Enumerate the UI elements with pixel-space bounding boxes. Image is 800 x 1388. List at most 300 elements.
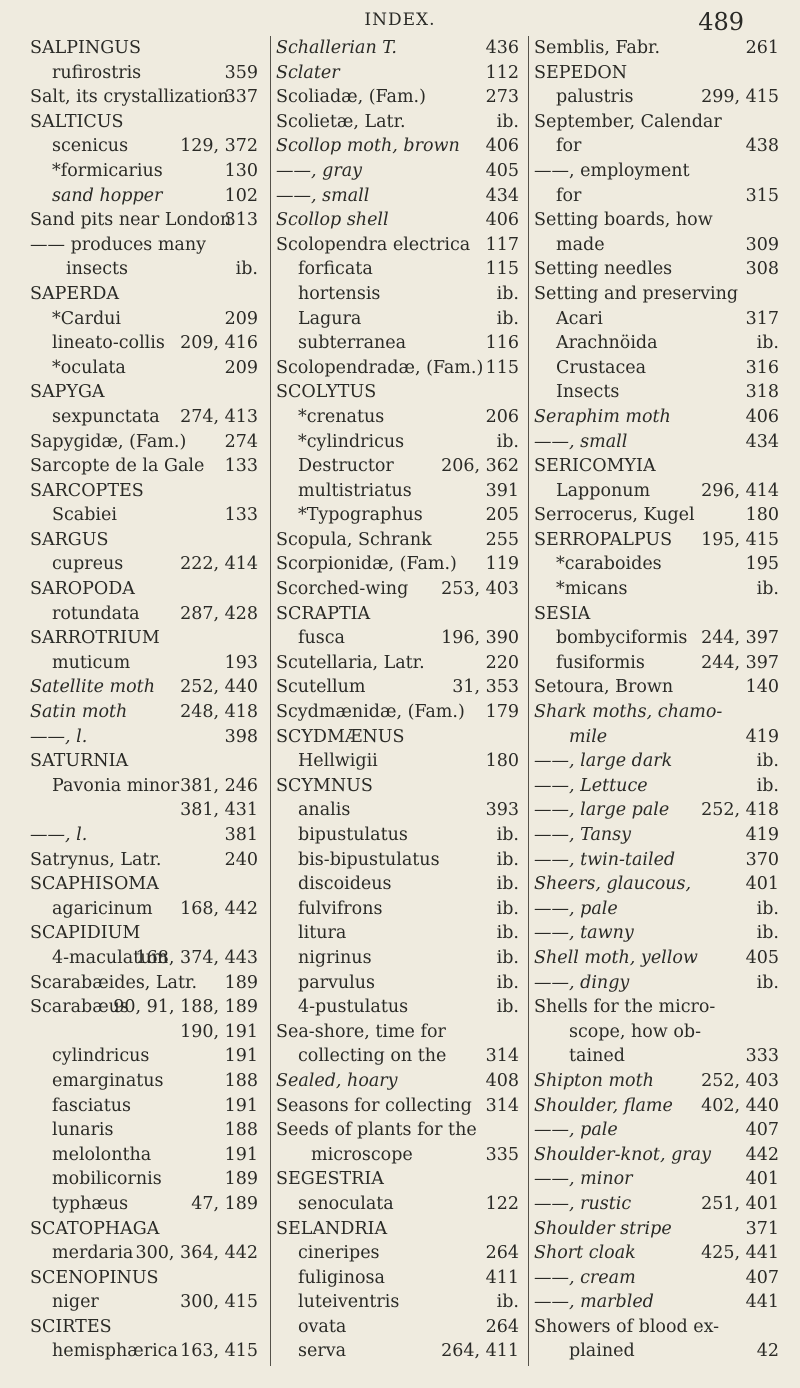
entry-pages: 115 <box>485 259 519 280</box>
entry-pages: 405 <box>745 947 779 968</box>
entry-term: Sealed, hoary <box>276 1070 398 1091</box>
entry-pages: 401 <box>745 1169 779 1190</box>
entry-term: Setting boards, how <box>534 210 713 231</box>
entry-pages: 255 <box>485 529 519 550</box>
entry-pages: 209 <box>224 308 258 329</box>
index-entry <box>271 282 521 307</box>
index-entry <box>529 405 781 430</box>
index-entry <box>271 872 521 897</box>
index-entry <box>529 1020 781 1045</box>
entry-term: bombyciformis <box>556 628 688 649</box>
entry-pages: 252, 440 <box>180 677 258 698</box>
entry-term: sand hopper <box>52 185 163 206</box>
index-entry <box>30 479 260 504</box>
index-entry <box>30 848 260 873</box>
entry-term: ——, twin-tailed <box>534 849 676 870</box>
index-entry <box>30 823 260 848</box>
index-entry <box>271 1044 521 1069</box>
entry-pages: 205 <box>485 505 519 526</box>
index-entry <box>30 405 260 430</box>
entry-term: ——, large dark <box>534 751 673 772</box>
entry-term: Shoulder-knot, gray <box>534 1144 711 1165</box>
index-entry <box>271 454 521 479</box>
entry-pages: 195, 415 <box>701 529 779 550</box>
index-entry <box>30 675 260 700</box>
entry-pages: 252, 403 <box>701 1070 779 1091</box>
entry-pages: 299, 415 <box>701 87 779 108</box>
entry-pages: 405 <box>485 160 519 181</box>
entry-pages: 441 <box>745 1292 779 1313</box>
entry-pages: 407 <box>745 1267 779 1288</box>
entry-term: rotundata <box>52 603 140 624</box>
entry-term: *formicarius <box>52 160 163 181</box>
entry-term: Scydmænidæ, (Fam.) <box>276 702 465 723</box>
entry-term: Insects <box>556 382 620 403</box>
entry-pages: 393 <box>485 800 519 821</box>
entry-term: SERICOMYIA <box>534 456 656 477</box>
index-entry <box>529 774 781 799</box>
index-entry <box>30 61 260 86</box>
index-entry <box>271 651 521 676</box>
entry-pages: 419 <box>745 726 779 747</box>
entry-term: SCYDMÆNUS <box>276 726 405 747</box>
entry-pages: ib. <box>496 308 519 329</box>
entry-pages: 193 <box>224 652 258 673</box>
index-entry <box>30 331 260 356</box>
entry-pages: 140 <box>745 677 779 698</box>
entry-pages: ib. <box>496 898 519 919</box>
index-entry <box>529 1241 781 1266</box>
index-entry <box>529 626 781 651</box>
entry-pages: ib. <box>496 431 519 452</box>
entry-pages: ib. <box>756 898 779 919</box>
entry-pages: 300, 415 <box>180 1292 258 1313</box>
index-entry <box>529 1143 781 1168</box>
entry-pages: 129, 372 <box>180 136 258 157</box>
index-entry <box>271 897 521 922</box>
entry-pages: 115 <box>485 357 519 378</box>
entry-pages: ib. <box>496 283 519 304</box>
entry-term: parvulus <box>298 972 376 993</box>
entry-term: subterranea <box>298 333 407 354</box>
index-entry <box>30 1217 260 1242</box>
index-entry <box>30 1192 260 1217</box>
entry-term: SCAPHISOMA <box>30 874 159 895</box>
entry-pages: 436 <box>485 38 519 58</box>
entry-term: *oculata <box>52 357 126 378</box>
index-entry <box>529 528 781 553</box>
entry-pages: 309 <box>745 234 779 255</box>
entry-term: ——, Tansy <box>534 825 632 845</box>
index-entry <box>271 725 521 750</box>
entry-term: SEGESTRIA <box>276 1169 384 1190</box>
index-entry <box>529 159 781 184</box>
entry-pages: ib. <box>496 111 519 132</box>
index-entry <box>529 1217 781 1242</box>
entry-pages: 337 <box>224 87 258 108</box>
index-entry <box>30 528 260 553</box>
entry-pages: 316 <box>745 357 779 378</box>
entry-term: —— produces many <box>30 234 207 255</box>
index-entry <box>529 1167 781 1192</box>
entry-term: Setting and preserving <box>534 283 739 304</box>
entry-term: Seeds of plants for the <box>276 1120 477 1141</box>
entry-pages: ib. <box>756 923 779 944</box>
entry-pages: 296, 414 <box>701 480 779 501</box>
entry-term: litura <box>298 923 347 944</box>
index-entry <box>529 602 781 627</box>
entry-term: ——, small <box>276 185 370 206</box>
index-columns <box>30 36 780 1366</box>
index-entry <box>30 1118 260 1143</box>
entry-term: ——, employment <box>534 160 690 181</box>
entry-term: Short cloak <box>534 1243 636 1264</box>
index-entry <box>30 1290 260 1315</box>
entry-pages: ib. <box>756 972 779 993</box>
entry-term: tained <box>569 1046 625 1067</box>
entry-term: Sclater <box>276 62 340 83</box>
entry-term: cupreus <box>52 554 124 575</box>
entry-pages: 163, 415 <box>180 1341 258 1362</box>
entry-pages: ib. <box>496 825 519 845</box>
entry-term: SARROTRIUM <box>30 628 160 649</box>
entry-pages: 191 <box>224 1144 258 1165</box>
entry-term: Scolietæ, Latr. <box>276 111 406 132</box>
entry-term: Showers of blood ex- <box>534 1316 720 1337</box>
index-entry <box>30 257 260 282</box>
entry-term: Shoulder stripe <box>534 1218 672 1239</box>
index-entry <box>271 134 521 159</box>
index-entry <box>271 552 521 577</box>
index-entry <box>271 1118 521 1143</box>
entry-term: Scoliadæ, (Fam.) <box>276 87 426 108</box>
index-entry <box>30 1167 260 1192</box>
index-entry <box>30 1069 260 1094</box>
entry-term: luteiventris <box>298 1292 400 1313</box>
entry-pages: 191 <box>224 1046 258 1067</box>
index-entry <box>30 749 260 774</box>
index-entry <box>30 651 260 676</box>
entry-pages: 251, 401 <box>701 1193 779 1214</box>
entry-pages: 402, 440 <box>701 1095 779 1116</box>
index-entry <box>271 331 521 356</box>
index-entry <box>529 872 781 897</box>
entry-term: Sand pits near London <box>30 210 232 231</box>
entry-term: Scarabæides, Latr. <box>30 972 198 993</box>
entry-pages: 130 <box>224 160 258 181</box>
index-entry <box>529 36 781 61</box>
entry-term: forficata <box>298 259 373 280</box>
entry-pages: ib. <box>756 775 779 796</box>
entry-term: niger <box>52 1292 99 1313</box>
index-entry <box>529 430 781 455</box>
entry-term: Setting needles <box>534 259 673 280</box>
entry-term: serva <box>298 1341 347 1362</box>
entry-term: SCAPIDIUM <box>30 923 141 944</box>
index-entry <box>529 479 781 504</box>
index-entry <box>529 1044 781 1069</box>
entry-term: lunaris <box>52 1120 114 1141</box>
entry-term: melolontha <box>52 1144 152 1165</box>
entry-pages: 206 <box>485 406 519 427</box>
index-column-2 <box>270 36 521 1366</box>
entry-term: *Typographus <box>298 505 423 526</box>
index-entry <box>271 110 521 135</box>
index-entry <box>529 61 781 86</box>
index-entry <box>271 626 521 651</box>
index-entry <box>30 1315 260 1340</box>
entry-term: insects <box>66 259 129 280</box>
entry-term: SARCOPTES <box>30 480 144 501</box>
entry-term: ——, l. <box>30 825 88 845</box>
index-entry <box>30 134 260 159</box>
entry-term: Shoulder, flame <box>534 1095 673 1116</box>
entry-pages: 180 <box>485 751 519 772</box>
entry-term: Crustacea <box>556 357 647 378</box>
entry-term: ——, marbled <box>534 1292 654 1313</box>
entry-term: ovata <box>298 1316 347 1337</box>
entry-term: Sapygidæ, (Fam.) <box>30 431 187 452</box>
index-entry <box>30 971 260 996</box>
index-entry <box>529 552 781 577</box>
entry-pages: 90, 91, 188, 189 <box>113 997 258 1018</box>
entry-pages: 188 <box>224 1120 258 1141</box>
entry-term: SCOLYTUS <box>276 382 377 403</box>
index-entry <box>529 110 781 135</box>
entry-term: *Cardui <box>52 308 122 329</box>
index-entry <box>271 749 521 774</box>
index-entry <box>30 233 260 258</box>
entry-term: SELANDRIA <box>276 1218 388 1239</box>
entry-term: 4-maculatum <box>52 947 169 968</box>
entry-term: Seraphim moth <box>534 406 671 427</box>
index-entry <box>271 257 521 282</box>
entry-term: SERROPALPUS <box>534 529 673 550</box>
entry-term: SCIRTES <box>30 1316 112 1337</box>
entry-pages: 189 <box>224 972 258 993</box>
index-entry <box>529 208 781 233</box>
index-entry <box>271 602 521 627</box>
index-entry <box>529 798 781 823</box>
entry-pages: ib. <box>756 751 779 772</box>
entry-pages: 220 <box>485 652 519 673</box>
index-entry <box>30 1241 260 1266</box>
index-entry <box>271 1315 521 1340</box>
index-entry <box>30 1339 260 1364</box>
index-entry <box>529 577 781 602</box>
index-entry <box>529 971 781 996</box>
entry-pages: 190, 191 <box>180 1021 258 1042</box>
index-entry <box>271 995 521 1020</box>
entry-term: Shells for the micro- <box>534 997 716 1018</box>
entry-pages: 117 <box>485 234 519 255</box>
entry-pages: 314 <box>485 1095 519 1116</box>
entry-pages: 359 <box>224 62 258 83</box>
entry-pages: 112 <box>485 62 519 83</box>
index-entry <box>529 454 781 479</box>
index-entry <box>271 798 521 823</box>
entry-pages: 333 <box>745 1046 779 1067</box>
index-entry <box>529 331 781 356</box>
entry-term: Scolopendradæ, (Fam.) <box>276 357 484 378</box>
index-entry <box>271 971 521 996</box>
index-entry <box>271 921 521 946</box>
entry-pages: 398 <box>224 726 258 747</box>
index-entry <box>30 208 260 233</box>
entry-pages: 381, 246 <box>180 775 258 796</box>
index-entry <box>271 1167 521 1192</box>
entry-pages: 318 <box>745 382 779 403</box>
entry-term: Seasons for collecting <box>276 1095 472 1116</box>
entry-term: fusiformis <box>556 652 645 673</box>
entry-pages: 300, 364, 442 <box>135 1243 258 1264</box>
entry-pages: 180 <box>745 505 779 526</box>
index-entry <box>529 848 781 873</box>
entry-pages: 391 <box>485 480 519 501</box>
index-entry <box>271 774 521 799</box>
entry-term: SATURNIA <box>30 751 129 772</box>
index-entry <box>271 848 521 873</box>
index-entry <box>271 36 521 61</box>
entry-pages: 119 <box>485 554 519 575</box>
entry-term: Scutellum <box>276 677 366 698</box>
entry-term: Salt, its crystallization <box>30 87 229 108</box>
entry-term: *cylindricus <box>298 431 405 452</box>
index-entry <box>529 233 781 258</box>
entry-term: SAPERDA <box>30 283 120 304</box>
entry-pages: ib. <box>496 947 519 968</box>
index-entry <box>271 1069 521 1094</box>
entry-pages: 222, 414 <box>180 554 258 575</box>
entry-term: SEPEDON <box>534 62 628 83</box>
entry-pages: 438 <box>745 136 779 157</box>
entry-term: SCRAPTIA <box>276 603 371 624</box>
entry-term: typhæus <box>52 1193 129 1214</box>
entry-pages: 335 <box>485 1144 519 1165</box>
entry-term: Satrynus, Latr. <box>30 849 162 870</box>
entry-term: Lagura <box>298 308 362 329</box>
index-entry <box>30 798 260 823</box>
index-entry <box>529 1118 781 1143</box>
entry-pages: 274 <box>224 431 258 452</box>
index-entry <box>271 1290 521 1315</box>
entry-term: fusca <box>298 628 345 649</box>
index-entry <box>271 85 521 110</box>
index-entry <box>529 675 781 700</box>
entry-term: *crenatus <box>298 406 385 427</box>
entry-term: muticum <box>52 652 131 673</box>
index-entry <box>271 380 521 405</box>
index-entry <box>271 184 521 209</box>
index-entry <box>529 995 781 1020</box>
entry-pages: 209, 416 <box>180 333 258 354</box>
entry-term: ——, minor <box>534 1169 633 1190</box>
index-entry <box>271 307 521 332</box>
entry-term: hortensis <box>298 283 381 304</box>
entry-pages: 248, 418 <box>180 702 258 723</box>
entry-term: Arachnöida <box>556 333 658 354</box>
entry-term: discoideus <box>298 874 392 895</box>
index-entry <box>271 1192 521 1217</box>
index-entry <box>30 995 260 1020</box>
entry-term: SALPINGUS <box>30 38 141 58</box>
entry-pages: 102 <box>224 185 258 206</box>
entry-term: cylindricus <box>52 1046 150 1067</box>
entry-term: Schallerian T. <box>276 38 397 58</box>
entry-pages: 264 <box>485 1243 519 1264</box>
entry-pages: 42 <box>756 1341 779 1362</box>
entry-term: mile <box>569 726 608 747</box>
entry-term: made <box>556 234 605 255</box>
index-entry <box>271 61 521 86</box>
entry-pages: 407 <box>745 1120 779 1141</box>
index-entry <box>30 1143 260 1168</box>
index-entry <box>271 577 521 602</box>
entry-term: scope, how ob- <box>569 1021 702 1042</box>
index-entry <box>271 700 521 725</box>
entry-term: hemisphærica <box>52 1341 178 1362</box>
page-header <box>0 8 800 38</box>
index-entry <box>30 380 260 405</box>
page-title: INDEX. <box>364 10 436 30</box>
index-entry <box>529 651 781 676</box>
entry-term: cineripes <box>298 1243 380 1264</box>
entry-term: Sheers, glaucous, <box>534 874 692 895</box>
index-column-3 <box>528 36 781 1366</box>
entry-pages: 406 <box>745 406 779 427</box>
entry-term: Acari <box>556 308 603 329</box>
index-entry <box>271 430 521 455</box>
index-entry <box>30 159 260 184</box>
entry-term: Scopula, Schrank <box>276 529 432 550</box>
index-entry <box>30 602 260 627</box>
index-entry <box>271 233 521 258</box>
index-entry <box>30 85 260 110</box>
entry-term: SALTICUS <box>30 111 124 132</box>
index-entry <box>271 823 521 848</box>
entry-term: bis-bipustulatus <box>298 849 440 870</box>
entry-term: Semblis, Fabr. <box>534 38 661 58</box>
entry-pages: 370 <box>745 849 779 870</box>
entry-term: ——, pale <box>534 898 618 919</box>
entry-term: Hellwigii <box>298 751 378 772</box>
entry-term: agaricinum <box>52 898 153 919</box>
entry-pages: 264 <box>485 1316 519 1337</box>
entry-pages: 209 <box>224 357 258 378</box>
index-entry <box>30 307 260 332</box>
index-entry <box>529 282 781 307</box>
entry-term: ——, gray <box>276 160 363 181</box>
entry-term: Shark moths, chamo- <box>534 702 723 723</box>
entry-pages: 47, 189 <box>191 1193 258 1214</box>
entry-pages: 244, 397 <box>701 628 779 649</box>
entry-term: ——, cream <box>534 1267 636 1288</box>
entry-pages: 371 <box>745 1218 779 1239</box>
index-entry <box>529 1069 781 1094</box>
index-entry <box>529 85 781 110</box>
entry-term: Sarcopte de la Gale <box>30 456 205 477</box>
index-entry <box>529 921 781 946</box>
entry-pages: ib. <box>496 849 519 870</box>
entry-pages: 264, 411 <box>441 1341 519 1362</box>
entry-pages: 189 <box>224 1169 258 1190</box>
entry-term: September, Calendar <box>534 111 722 132</box>
entry-term: 4-pustulatus <box>298 997 409 1018</box>
index-entry <box>529 134 781 159</box>
entry-pages: 206, 362 <box>441 456 519 477</box>
entry-term: Serrocerus, Kugel <box>534 505 695 526</box>
index-entry <box>529 503 781 528</box>
